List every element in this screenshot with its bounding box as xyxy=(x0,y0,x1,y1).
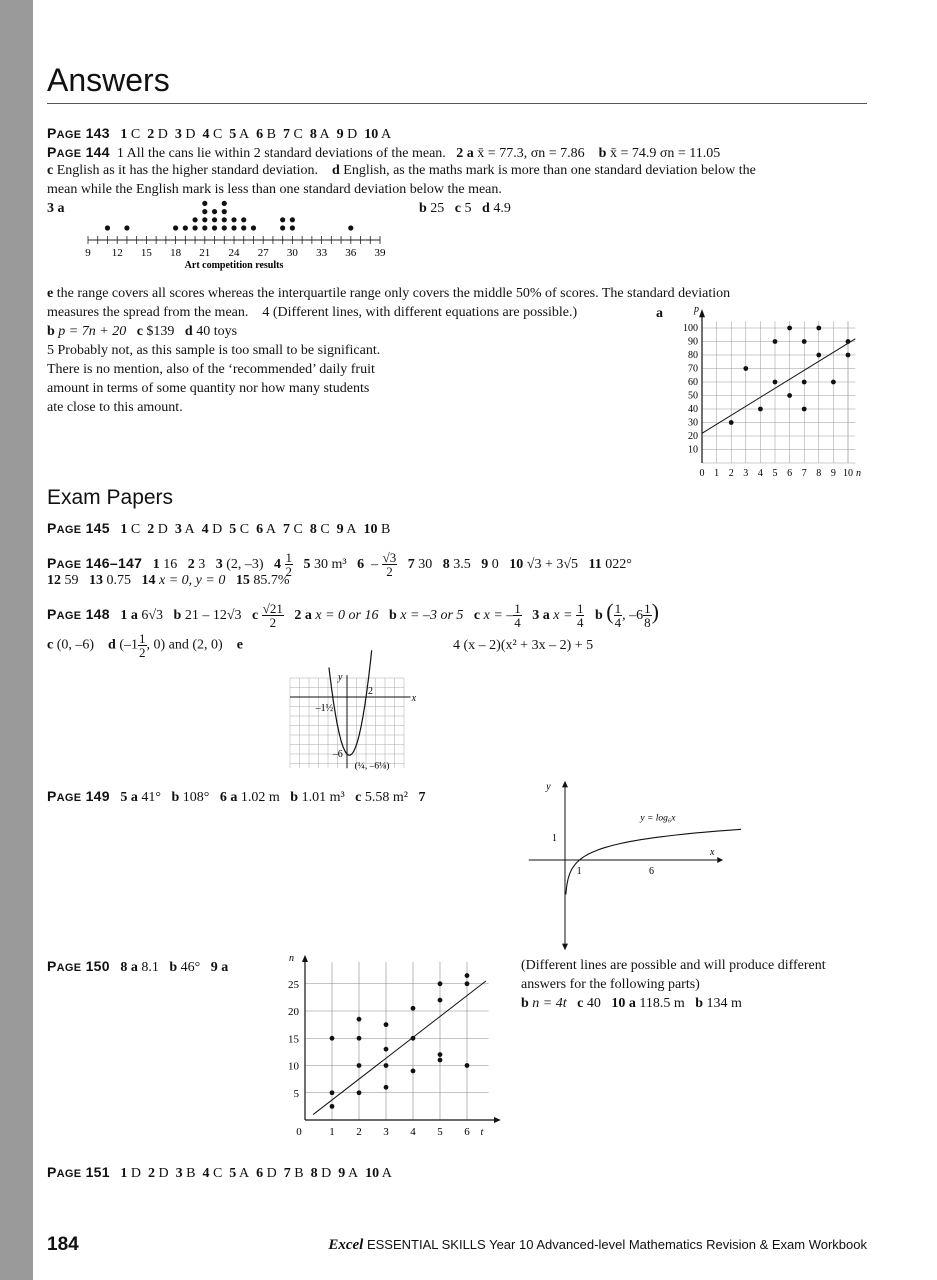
page-143-row xyxy=(47,124,391,144)
p148-q3a-frac: $\frac{1}{4}$ xyxy=(576,601,584,631)
answer-item: 10 A xyxy=(365,1166,392,1181)
p146-a14: x = 0, y = 0 xyxy=(159,573,226,588)
dot-plot-tick-label: 15 xyxy=(140,247,152,259)
answer-item: 5 A xyxy=(229,1166,250,1181)
scatter1-point xyxy=(773,380,778,385)
q2b-answer: x̄ = 74.9 σn = 11.05 xyxy=(609,146,721,161)
parabola-vertex-label: (¼, –6⅛) xyxy=(354,761,390,772)
page-144-row xyxy=(47,143,720,163)
page-151-label: PAGE 151 xyxy=(47,1164,110,1180)
scatter2-x-tick: 1 xyxy=(329,1126,335,1138)
scatter1-x-tick: 8 xyxy=(816,468,822,479)
answer-item: 9 A xyxy=(336,522,357,537)
p148-q3b-open: ( xyxy=(606,599,614,624)
dot-plot-dot xyxy=(280,217,285,222)
scatter2-x-tick: 0 xyxy=(296,1126,302,1138)
p149-q6a: 1.02 m xyxy=(240,790,280,805)
dot-plot-dot xyxy=(105,225,110,230)
dot-plot-tick-label: 36 xyxy=(345,247,357,259)
p148-q1a: 6√3 xyxy=(141,608,164,623)
page-143-label: PAGE 143 xyxy=(47,125,110,141)
q2b-label: b xyxy=(598,146,607,161)
scatter1-y-tick: 40 xyxy=(688,404,698,415)
log-y-arrow-down xyxy=(562,944,568,951)
answer-item: 2 D xyxy=(147,127,168,142)
p148-q3b-frac2: $\frac{1}{8}$ xyxy=(644,601,651,631)
dot-plot-tick-label: 33 xyxy=(316,247,328,259)
dot-plot-dot xyxy=(241,217,246,222)
q3c-answer: 5 xyxy=(464,201,472,216)
log-y-label: y xyxy=(546,781,551,793)
scatter1-y-tick: 100 xyxy=(683,323,698,334)
q3e-row: e the range covers all scores whereas the interquartile range only covers the middle 50% of scores. The standard deviation xyxy=(47,286,731,301)
answer-item: 1 D xyxy=(120,1166,141,1181)
footer-page-number: 184 xyxy=(47,1234,79,1255)
answer-item: 3 A xyxy=(174,522,195,537)
p146-a3: (2, –3) xyxy=(226,557,264,572)
scatter2-x-arrow xyxy=(494,1117,501,1123)
p148-q3d-pre: (–1 xyxy=(119,637,139,653)
scatter2-point xyxy=(330,1090,335,1095)
scatter2-point xyxy=(384,1022,389,1027)
scatter1-point xyxy=(846,339,851,344)
dot-plot-dot xyxy=(192,225,197,230)
dot-plot-dot xyxy=(231,225,236,230)
q4c-answer: $139 xyxy=(146,324,175,339)
parabola-y-label: y xyxy=(338,672,343,684)
page-145-row xyxy=(47,519,390,539)
scatter1-y-tick: 30 xyxy=(688,417,698,429)
dot-plot-tick-label: 27 xyxy=(257,247,269,259)
scatter2-point xyxy=(438,981,443,986)
q5-line-3: amount in terms of some quantity nor how many students xyxy=(47,381,370,396)
p146-a8: 3.5 xyxy=(453,557,471,572)
answer-item: 8 C xyxy=(309,522,330,537)
p146-a11: 022° xyxy=(605,557,632,572)
dot-plot-tick-label: 24 xyxy=(228,247,240,259)
scatter1-point xyxy=(729,420,734,425)
scatter1-y-tick: 80 xyxy=(688,350,698,361)
scatter2-y-arrow xyxy=(302,955,308,962)
scatter1-point xyxy=(802,339,807,344)
p148-q3d-frac: $\frac{1}{2}$ xyxy=(139,631,146,660)
scatter1-point xyxy=(816,353,821,358)
log-one-y: 1 xyxy=(551,833,557,844)
p150-note-2: answers for the following parts) xyxy=(521,977,700,992)
scatter1-point xyxy=(787,393,792,398)
log-curve xyxy=(566,829,741,894)
answer-item: 10 A xyxy=(364,127,392,142)
scatter2-point xyxy=(438,1058,443,1063)
log-six: 6 xyxy=(649,866,654,877)
dot-plot-dot xyxy=(222,217,227,222)
dot-plot-dot xyxy=(202,225,207,230)
dot-plot-tick-label: 30 xyxy=(286,247,298,259)
dot-plot-tick-label: 21 xyxy=(199,247,211,259)
q2c-answer: English as it has the higher standard deviation. xyxy=(56,163,318,178)
dot-plot-tick-label: 9 xyxy=(85,247,91,259)
page-149-label: PAGE 149 xyxy=(47,788,110,804)
scatter2-fit-line xyxy=(313,981,486,1115)
page-145-label: PAGE 145 xyxy=(47,520,110,536)
dot-plot-dot xyxy=(222,225,227,230)
page-148-label: PAGE 148 xyxy=(47,606,110,622)
scatter2-x-tick: 3 xyxy=(383,1126,389,1138)
parabola-x2-label: 2 xyxy=(368,686,373,697)
p150-answers-row: b n = 4t c 40 10 a 118.5 m b 134 m xyxy=(521,996,742,1011)
dot-plot-dot xyxy=(192,217,197,222)
scatter2-point xyxy=(384,1047,389,1052)
dot-plot-dot xyxy=(202,217,207,222)
p150-q8a: 8.1 xyxy=(141,960,159,975)
p146-a2: 3 xyxy=(198,557,206,572)
p146-a12: 59 xyxy=(64,573,79,588)
q3e-answer: the range covers all scores whereas the interquartile range only covers the middle 50% of scores. The standard deviation xyxy=(56,286,731,301)
scatter2-x-tick: 4 xyxy=(410,1126,416,1138)
scatter1-y-tick: 50 xyxy=(688,390,698,402)
answer-item: 8 A xyxy=(309,127,330,142)
scatter1-x-tick: 5 xyxy=(772,468,778,479)
q2d-answer-cont: mean while the English mark is less than one standard deviation below the mean. xyxy=(47,182,502,197)
scatter1-x-tick: 7 xyxy=(801,468,807,479)
scatter1-point xyxy=(802,407,807,412)
p148-q3a-lhs: x = xyxy=(553,608,573,623)
scatter2-point xyxy=(465,981,470,986)
log-graph xyxy=(525,781,755,948)
q5-line-1: 5 Probably not, as this sample is too small to be significant. xyxy=(47,343,381,358)
p149-q5b: 108° xyxy=(182,790,210,805)
q4-bcd-row: b p = 7n + 20 c $139 d 40 toys xyxy=(47,324,238,339)
dot-plot-dot xyxy=(222,201,227,206)
p150-q8b: 46° xyxy=(180,960,201,975)
scatter2-point xyxy=(411,1036,416,1041)
scatter1-point xyxy=(816,326,821,331)
scatter2-point xyxy=(384,1085,389,1090)
dot-plot-dot xyxy=(251,225,256,230)
answer-item: 7 C xyxy=(282,127,303,142)
answer-item: 9 A xyxy=(338,1166,359,1181)
scatter1-y-tick: 90 xyxy=(688,336,698,348)
dot-plot-dot xyxy=(202,209,207,214)
q3e-answer-cont: measures the spread from the mean. xyxy=(47,305,249,320)
scatter2-x-label: t xyxy=(480,1127,484,1138)
scatter-plot-p-n xyxy=(680,303,861,479)
scatter-plot-n-t xyxy=(285,952,490,1145)
scatter1-x-tick: 1 xyxy=(714,468,720,479)
answer-item: 2 D xyxy=(147,522,168,537)
p149-q7: 7 xyxy=(418,790,426,805)
dot-plot-dot xyxy=(290,217,295,222)
page-title: Answers xyxy=(47,62,170,98)
scatter1-x-label: n xyxy=(856,468,861,479)
dot-plot-tick-label: 12 xyxy=(111,247,123,259)
p146-a6-frac: $\frac{√3}{2}$ xyxy=(382,550,397,580)
dot-plot-dot xyxy=(124,225,129,230)
p148-q1b: 21 – 12√3 xyxy=(184,608,242,623)
scatter2-y-tick: 25 xyxy=(288,978,299,991)
parabola-xneg-label: –1½ xyxy=(315,703,334,714)
answer-item: 7 B xyxy=(283,1166,304,1181)
q3-bcd-row: b 25 c 5 d 4.9 xyxy=(419,201,511,216)
scatter2-y-tick: 20 xyxy=(288,1006,299,1018)
scatter1-y-tick: 10 xyxy=(688,444,698,456)
p150-q10a: 118.5 m xyxy=(639,996,685,1011)
parabola-curve xyxy=(329,650,372,755)
scatter1-point xyxy=(787,326,792,331)
p148-q2c-frac: $\frac{1}{4}$ xyxy=(514,601,521,631)
q4-intro: 4 (Different lines, with different equations are possible.) xyxy=(262,305,578,320)
answer-item: 6 A xyxy=(256,522,276,537)
scatter2-y-tick: 15 xyxy=(288,1033,299,1046)
p150-q9c: 40 xyxy=(586,996,601,1011)
scatter1-x-tick: 6 xyxy=(787,468,793,479)
scatter1-x-tick: 0 xyxy=(699,468,705,479)
scatter2-y-label: n xyxy=(289,952,294,964)
parabola-yneg-label: –6 xyxy=(332,749,343,760)
log-one-x: 1 xyxy=(576,866,582,877)
footer-brand: Excel xyxy=(328,1237,364,1253)
scatter1-y-tick: 70 xyxy=(688,363,698,375)
dot-plot-dot xyxy=(231,217,236,222)
scatter2-y-tick: 10 xyxy=(288,1060,299,1073)
scatter2-y-tick: 5 xyxy=(293,1087,299,1100)
page-144-label: PAGE 144 xyxy=(47,144,110,160)
p148-q4: 4 (x – 2)(x² + 3x – 2) + 5 xyxy=(453,638,594,653)
p150-q9a: 9 a xyxy=(210,960,229,975)
scatter2-point xyxy=(357,1090,362,1095)
scatter1-point xyxy=(802,380,807,385)
answer-item: 8 D xyxy=(310,1166,332,1181)
dot-plot-dot xyxy=(212,217,217,222)
scatter2-x-tick: 6 xyxy=(464,1126,470,1138)
scatter1-x-tick: 3 xyxy=(743,468,749,479)
exam-papers-heading: Exam Papers xyxy=(47,486,174,509)
p148-q3b-frac1: $\frac{1}{4}$ xyxy=(614,601,622,631)
answer-item: 1 C xyxy=(120,522,141,537)
answer-item: 3 D xyxy=(174,127,196,142)
page-151-row xyxy=(47,1163,392,1183)
scatter2-point xyxy=(465,1063,470,1068)
page-145-answers xyxy=(113,522,390,537)
scatter2-point xyxy=(411,1006,416,1011)
q3-label: 3 a xyxy=(47,201,65,216)
scatter1-x-tick: 2 xyxy=(728,468,734,479)
q3b-answer: 25 xyxy=(430,201,445,216)
footer-book-title xyxy=(328,1237,867,1254)
p146-a4-frac: $\frac{1}{2}$ xyxy=(285,550,293,580)
scatter1-point xyxy=(846,353,851,358)
answer-item: 1 C xyxy=(120,127,141,142)
scatter2-point xyxy=(411,1069,416,1074)
p146-a1: 16 xyxy=(163,557,178,572)
answer-item: 10 B xyxy=(363,522,391,537)
dot-plot-dot xyxy=(202,201,207,206)
dot-plot-tick-label: 18 xyxy=(170,247,182,259)
dot-plot-dot xyxy=(222,209,227,214)
answer-item: 4 D xyxy=(201,522,223,537)
scatter1-y-tick: 20 xyxy=(688,431,698,442)
parabola-x-label: x xyxy=(411,693,417,704)
q5-line-2: There is no mention, also of the ‘recommended’ daily fruit xyxy=(47,362,375,377)
q5-line-4: ate close to this amount. xyxy=(47,400,183,415)
scatter1-x-tick: 10 xyxy=(843,468,853,479)
q4a-label: a xyxy=(656,306,663,321)
scatter1-x-tick: 9 xyxy=(830,468,836,479)
answer-item: 7 C xyxy=(282,522,303,537)
page-146-147-row: PAGE 146–147 1 16 2 3 3 (2, –3) 4 $\frac{1}{2}$ 5 30 m³ 6 – $\frac{√3}{2}$ 7 30 8 3.5 9 0 10 √3 + 3√5 11 022° xyxy=(47,550,632,580)
p148-q2a: x = 0 or 16 xyxy=(315,608,379,623)
scatter1-point xyxy=(758,407,763,412)
p146-a15: 85.7% xyxy=(253,573,290,588)
scatter1-point xyxy=(831,380,836,385)
q2a-label: 2 a xyxy=(456,146,474,161)
log-x-arrow xyxy=(717,857,723,863)
dot-plot-dot xyxy=(241,225,246,230)
q3d-answer: 4.9 xyxy=(493,201,511,216)
q2d-answer: English, as the maths mark is more than one standard deviation below the xyxy=(343,163,756,178)
scatter1-fit-line xyxy=(702,339,855,434)
dot-plot-dot xyxy=(212,225,217,230)
page-151-answers xyxy=(113,1166,392,1181)
page-143-answers xyxy=(113,127,391,142)
q4d-answer: 40 toys xyxy=(196,324,238,339)
answer-item: 9 D xyxy=(336,127,358,142)
answer-item: 6 B xyxy=(256,127,276,142)
answer-item: 6 D xyxy=(256,1166,277,1181)
scatter1-x-tick: 4 xyxy=(757,468,763,479)
p149-q6b: 1.01 m³ xyxy=(301,790,345,805)
log-curve-label: y = log₆x xyxy=(640,813,676,824)
q2a-answer: x̄ = 77.3, σn = 7.86 xyxy=(477,146,585,161)
title-rule xyxy=(47,103,867,104)
answer-item: 5 A xyxy=(229,127,250,142)
p150-q9b: n = 4t xyxy=(532,996,567,1011)
answer-item: 4 C xyxy=(202,127,223,142)
page-150-row: PAGE 150 8 a 8.1 b 46° 9 a xyxy=(47,958,229,975)
page-148-row-2: c (0, –6) d (–1 $\frac{1}{2}$ , 0) and (2, 0) e xyxy=(47,631,243,660)
log-y-arrow xyxy=(562,781,568,788)
p148-q2b: x = –3 or 5 xyxy=(400,608,464,623)
q2c-row: c English as it has the higher standard deviation. d English, as the maths mark is more than one standard deviation below the xyxy=(47,163,756,178)
scatter2-x-tick: 2 xyxy=(356,1126,362,1138)
scatter2-x-tick: 5 xyxy=(437,1126,443,1138)
answer-item: 4 C xyxy=(202,1166,223,1181)
scatter1-y-arrow xyxy=(699,309,705,317)
scatter1-y-tick: 60 xyxy=(688,377,698,388)
answer-item: 3 B xyxy=(175,1166,196,1181)
p150-q10b: 134 m xyxy=(706,996,742,1011)
page-146-row-2: 12 59 13 0.75 14 x = 0, y = 0 15 85.7% xyxy=(47,573,290,588)
footer-book-name: ESSENTIAL SKILLS Year 10 Advanced-level Mathematics Revision & Exam Workbook xyxy=(366,1237,867,1252)
dot-plot-dot xyxy=(183,225,188,230)
page-150-label: PAGE 150 xyxy=(47,958,110,974)
dot-plot-dot xyxy=(348,225,353,230)
scatter2-point xyxy=(330,1104,335,1109)
p146-a13: 0.75 xyxy=(106,573,131,588)
scatter2-point xyxy=(357,1036,362,1041)
p148-q3c: (0, –6) xyxy=(56,637,95,653)
p148-q3d-post: , 0) and (2, 0) xyxy=(146,637,223,653)
dot-plot-caption: Art competition results xyxy=(184,260,284,271)
dot-plot-dot xyxy=(280,225,285,230)
scatter2-point xyxy=(357,1063,362,1068)
scatter1-point xyxy=(743,366,748,371)
q3e-q4-row xyxy=(47,304,577,322)
parabola-graph xyxy=(285,637,425,782)
p148-q1c-frac: $\frac{√21}{2}$ xyxy=(262,601,283,631)
p146-a5: 30 m³ xyxy=(314,557,347,572)
answer-item: 5 C xyxy=(229,522,250,537)
scatter2-point xyxy=(384,1063,389,1068)
p150-note-1: (Different lines are possible and will produce different xyxy=(521,958,826,973)
scatter2-point xyxy=(438,1052,443,1057)
p146-a10: √3 + 3√5 xyxy=(526,557,579,572)
page-146-label: PAGE 146–147 xyxy=(47,555,143,571)
page-149-row: PAGE 149 5 a 41° b 108° 6 a 1.02 m b 1.01 m³ c 5.58 m² 7 xyxy=(47,788,426,805)
side-bar xyxy=(0,0,33,1280)
dot-plot-dot xyxy=(290,225,295,230)
log-x-label: x xyxy=(710,847,715,858)
page-148-row: PAGE 148 1 a 6√3 b 21 – 12√3 c $\frac{√21}{2}$ 2 a x = 0 or 16 b x = –3 or 5 c x = – $\frac{1}{4}$ 3 a x = $\frac{1}{4}$ b ( $\frac{1}{4}$ , –6 $\frac{1}{8}$ ) xyxy=(47,599,659,631)
answer-item: 2 D xyxy=(147,1166,169,1181)
scatter2-point xyxy=(465,973,470,978)
p148-q3b-mid: , –6 xyxy=(622,608,644,623)
dot-plot xyxy=(80,196,390,271)
p149-q5a: 41° xyxy=(141,790,161,805)
scatter1-point xyxy=(773,339,778,344)
scatter2-point xyxy=(357,1017,362,1022)
dot-plot-dot xyxy=(173,225,178,230)
scatter2-point xyxy=(330,1036,335,1041)
p146-a7: 30 xyxy=(418,557,433,572)
dot-plot-dot xyxy=(212,209,217,214)
p146-a9: 0 xyxy=(491,557,499,572)
p148-q2c-lhs: x = – xyxy=(483,608,514,623)
q4b-answer: p = 7n + 20 xyxy=(58,324,127,339)
p149-q6c: 5.58 m² xyxy=(364,790,408,805)
p148-q3e-label: e xyxy=(236,637,243,653)
scatter1-y-label: p xyxy=(694,303,699,315)
scatter2-point xyxy=(438,998,443,1003)
q1-answer: 1 All the cans lie within 2 standard deviations of the mean. xyxy=(116,146,446,161)
p148-q3b-close: ) xyxy=(651,599,659,624)
dot-plot-tick-label: 39 xyxy=(374,247,386,259)
